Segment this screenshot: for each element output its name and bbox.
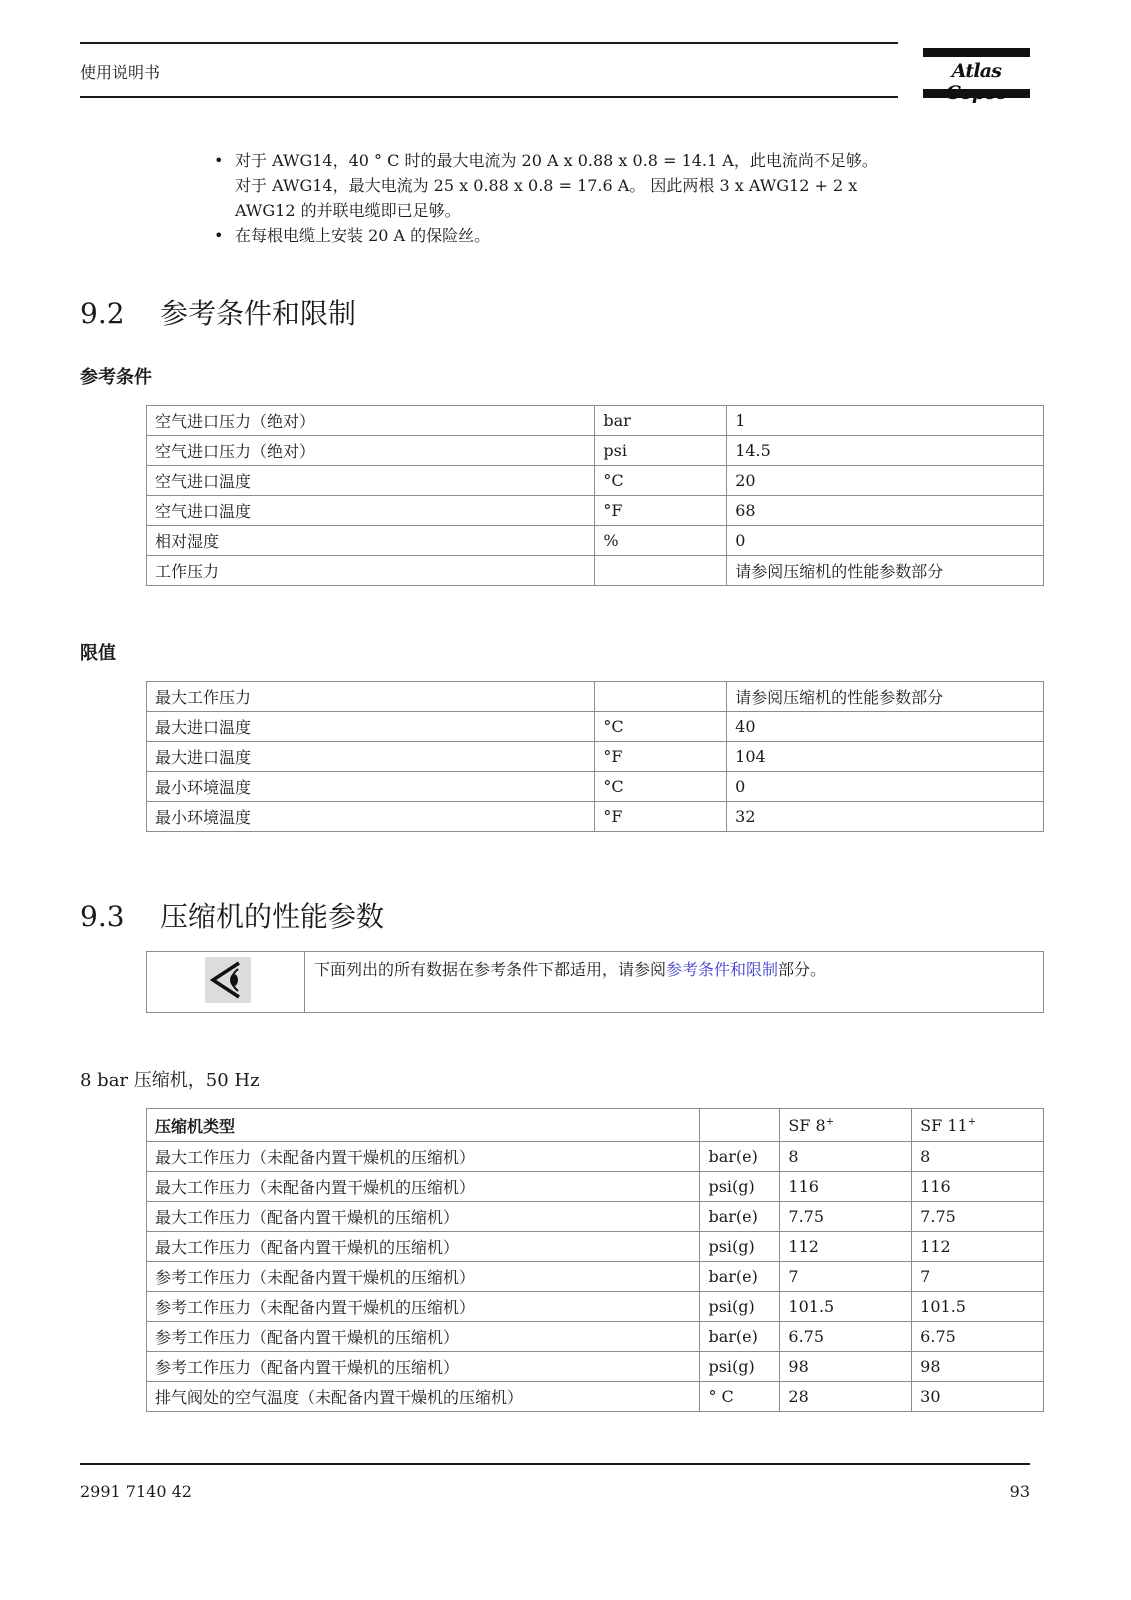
logo-text: Atlas xyxy=(951,60,1002,82)
table-cell: 7 xyxy=(912,1262,1044,1292)
bullet-line: 在每根电缆上安装 20 A 的保险丝。 xyxy=(235,226,491,245)
table-cell: ° C xyxy=(700,1382,780,1412)
note-box xyxy=(146,951,1044,1013)
table-cell xyxy=(595,556,727,586)
table-row xyxy=(147,1292,1044,1322)
table-cell: 0 xyxy=(727,526,1044,556)
logo-top-bar xyxy=(923,48,1030,57)
table-cell: 30 xyxy=(912,1382,1044,1412)
table-cell: °F xyxy=(595,802,727,832)
footer-rule xyxy=(80,1463,1030,1465)
table-cell: 排气阀处的空气温度（未配备内置干燥机的压缩机） xyxy=(147,1382,700,1412)
page-number: 93 xyxy=(1009,1482,1030,1501)
table-cell: 98 xyxy=(912,1352,1044,1382)
table-cell: 116 xyxy=(780,1172,912,1202)
note-text-after: 部分。 xyxy=(778,960,827,979)
table-cell: % xyxy=(595,526,727,556)
table-row xyxy=(147,496,1044,526)
header-sf8 xyxy=(780,1109,912,1142)
table-cell: 空气进口温度 xyxy=(147,466,595,496)
table-cell: 116 xyxy=(912,1172,1044,1202)
header-title: 使用说明书 xyxy=(80,63,161,82)
header-sf8-sup: + xyxy=(825,1116,835,1128)
table-cell: 104 xyxy=(727,742,1044,772)
table-cell: 最小环境温度 xyxy=(147,802,595,832)
table-cell: 112 xyxy=(780,1232,912,1262)
table-cell: 最大进口温度 xyxy=(147,712,595,742)
table-row xyxy=(147,712,1044,742)
table-cell: 参考工作压力（配备内置干燥机的压缩机） xyxy=(147,1322,700,1352)
table-row xyxy=(147,1232,1044,1262)
table-cell: 最大工作压力（未配备内置干燥机的压缩机） xyxy=(147,1142,700,1172)
table-row xyxy=(147,556,1044,586)
table-cell: 7 xyxy=(780,1262,912,1292)
table-cell: 101.5 xyxy=(912,1292,1044,1322)
table-row xyxy=(147,1382,1044,1412)
table-cell: 28 xyxy=(780,1382,912,1412)
note-text-before: 下面列出的所有数据在参考条件下都适用，请参阅 xyxy=(314,960,667,979)
table-cell: 最大工作压力（配备内置干燥机的压缩机） xyxy=(147,1202,700,1232)
reference-conditions-table xyxy=(146,405,1044,586)
limits-heading: 限值 xyxy=(80,643,116,664)
table-cell: 参考工作压力（配备内置干燥机的压缩机） xyxy=(147,1352,700,1382)
table-cell: 6.75 xyxy=(780,1322,912,1352)
table-cell: 最大进口温度 xyxy=(147,742,595,772)
table-cell: 14.5 xyxy=(727,436,1044,466)
table-cell: psi xyxy=(595,436,727,466)
table-cell: psi(g) xyxy=(700,1292,780,1322)
table-cell: 8 xyxy=(912,1142,1044,1172)
table-row xyxy=(147,742,1044,772)
table-cell: 最大工作压力（配备内置干燥机的压缩机） xyxy=(147,1232,700,1262)
bullet-item xyxy=(214,223,1044,248)
table-cell: 20 xyxy=(727,466,1044,496)
table-cell: 32 xyxy=(727,802,1044,832)
table-cell: 1 xyxy=(727,406,1044,436)
table-row xyxy=(147,772,1044,802)
table-cell: 请参阅压缩机的性能参数部分 xyxy=(727,682,1044,712)
table-cell: psi(g) xyxy=(700,1172,780,1202)
table-cell: 相对湿度 xyxy=(147,526,595,556)
table-cell: bar(e) xyxy=(700,1202,780,1232)
table-cell xyxy=(595,682,727,712)
table-row xyxy=(147,406,1044,436)
note-text xyxy=(314,957,826,980)
table-cell: bar(e) xyxy=(700,1322,780,1352)
limits-table xyxy=(146,681,1044,832)
table-row xyxy=(147,1262,1044,1292)
table-cell: bar(e) xyxy=(700,1142,780,1172)
table-cell: 参考工作压力（未配备内置干燥机的压缩机） xyxy=(147,1292,700,1322)
table-cell: psi(g) xyxy=(700,1352,780,1382)
table-cell: 参考工作压力（未配备内置干燥机的压缩机） xyxy=(147,1262,700,1292)
document-number: 2991 7140 42 xyxy=(80,1482,192,1501)
table-cell: bar(e) xyxy=(700,1262,780,1292)
table-cell: 工作压力 xyxy=(147,556,595,586)
perf-table-heading: 8 bar 压缩机，50 Hz xyxy=(80,1070,260,1091)
performance-table xyxy=(146,1108,1044,1412)
table-row xyxy=(147,682,1044,712)
bullet-item xyxy=(214,148,1044,223)
bullet-line: AWG12 的并联电缆即已足够。 xyxy=(235,201,461,220)
atlas-copco-logo xyxy=(923,48,1030,100)
table-cell: 40 xyxy=(727,712,1044,742)
table-row xyxy=(147,466,1044,496)
table-row xyxy=(147,526,1044,556)
table-cell: 7.75 xyxy=(912,1202,1044,1232)
header-sf11-sup: + xyxy=(967,1116,977,1128)
reference-conditions-heading: 参考条件 xyxy=(80,367,152,388)
section-number: 9.2 xyxy=(80,297,125,330)
table-cell: °F xyxy=(595,496,727,526)
table-cell: 空气进口温度 xyxy=(147,496,595,526)
header-unit xyxy=(700,1109,780,1142)
table-header-row xyxy=(147,1109,1044,1142)
table-row xyxy=(147,1202,1044,1232)
table-cell: 空气进口压力（绝对） xyxy=(147,436,595,466)
page-header xyxy=(80,42,898,98)
logo-bottom-bar xyxy=(923,89,1030,98)
table-cell: 最大工作压力 xyxy=(147,682,595,712)
reference-conditions-link[interactable]: 参考条件和限制 xyxy=(666,960,779,979)
table-cell: 0 xyxy=(727,772,1044,802)
bullet-line: 对于 AWG14，最大电流为 25 x 0.88 x 0.8 = 17.6 A。 因此两根 3 x AWG12 + 2 x xyxy=(235,176,858,195)
section-heading-9-2 xyxy=(80,292,356,332)
table-cell: 8 xyxy=(780,1142,912,1172)
note-icon-cell xyxy=(147,952,305,1012)
section-number: 9.3 xyxy=(80,900,125,933)
header-sf11 xyxy=(912,1109,1044,1142)
table-cell: 最小环境温度 xyxy=(147,772,595,802)
table-cell: 最大工作压力（未配备内置干燥机的压缩机） xyxy=(147,1172,700,1202)
table-cell: 68 xyxy=(727,496,1044,526)
bullet-list xyxy=(214,148,1044,248)
table-cell: 空气进口压力（绝对） xyxy=(147,406,595,436)
bullet-dot-icon: • xyxy=(214,226,224,245)
table-cell: 101.5 xyxy=(780,1292,912,1322)
table-cell: °C xyxy=(595,466,727,496)
bullet-line: 对于 AWG14，40 ° C 时的最大电流为 20 A x 0.88 x 0.8 = 14.1 A，此电流尚不足够。 xyxy=(235,151,878,170)
header-sf11-label: SF 11 xyxy=(920,1115,968,1135)
table-row xyxy=(147,1172,1044,1202)
table-cell: 7.75 xyxy=(780,1202,912,1232)
section-heading-9-3 xyxy=(80,895,384,935)
table-row xyxy=(147,802,1044,832)
table-cell: 112 xyxy=(912,1232,1044,1262)
table-row xyxy=(147,1352,1044,1382)
eye-icon xyxy=(205,957,251,1003)
table-cell: °C xyxy=(595,772,727,802)
table-cell: 6.75 xyxy=(912,1322,1044,1352)
table-cell: psi(g) xyxy=(700,1232,780,1262)
table-cell: °C xyxy=(595,712,727,742)
table-row xyxy=(147,1322,1044,1352)
section-title: 参考条件和限制 xyxy=(160,297,357,330)
header-compressor-type: 压缩机类型 xyxy=(147,1109,700,1142)
header-sf8-label: SF 8 xyxy=(788,1115,826,1135)
table-cell: 98 xyxy=(780,1352,912,1382)
section-title: 压缩机的性能参数 xyxy=(160,900,385,933)
table-row xyxy=(147,1142,1044,1172)
table-cell: bar xyxy=(595,406,727,436)
table-cell: 请参阅压缩机的性能参数部分 xyxy=(727,556,1044,586)
table-cell: °F xyxy=(595,742,727,772)
table-row xyxy=(147,436,1044,466)
bullet-dot-icon: • xyxy=(214,151,224,170)
